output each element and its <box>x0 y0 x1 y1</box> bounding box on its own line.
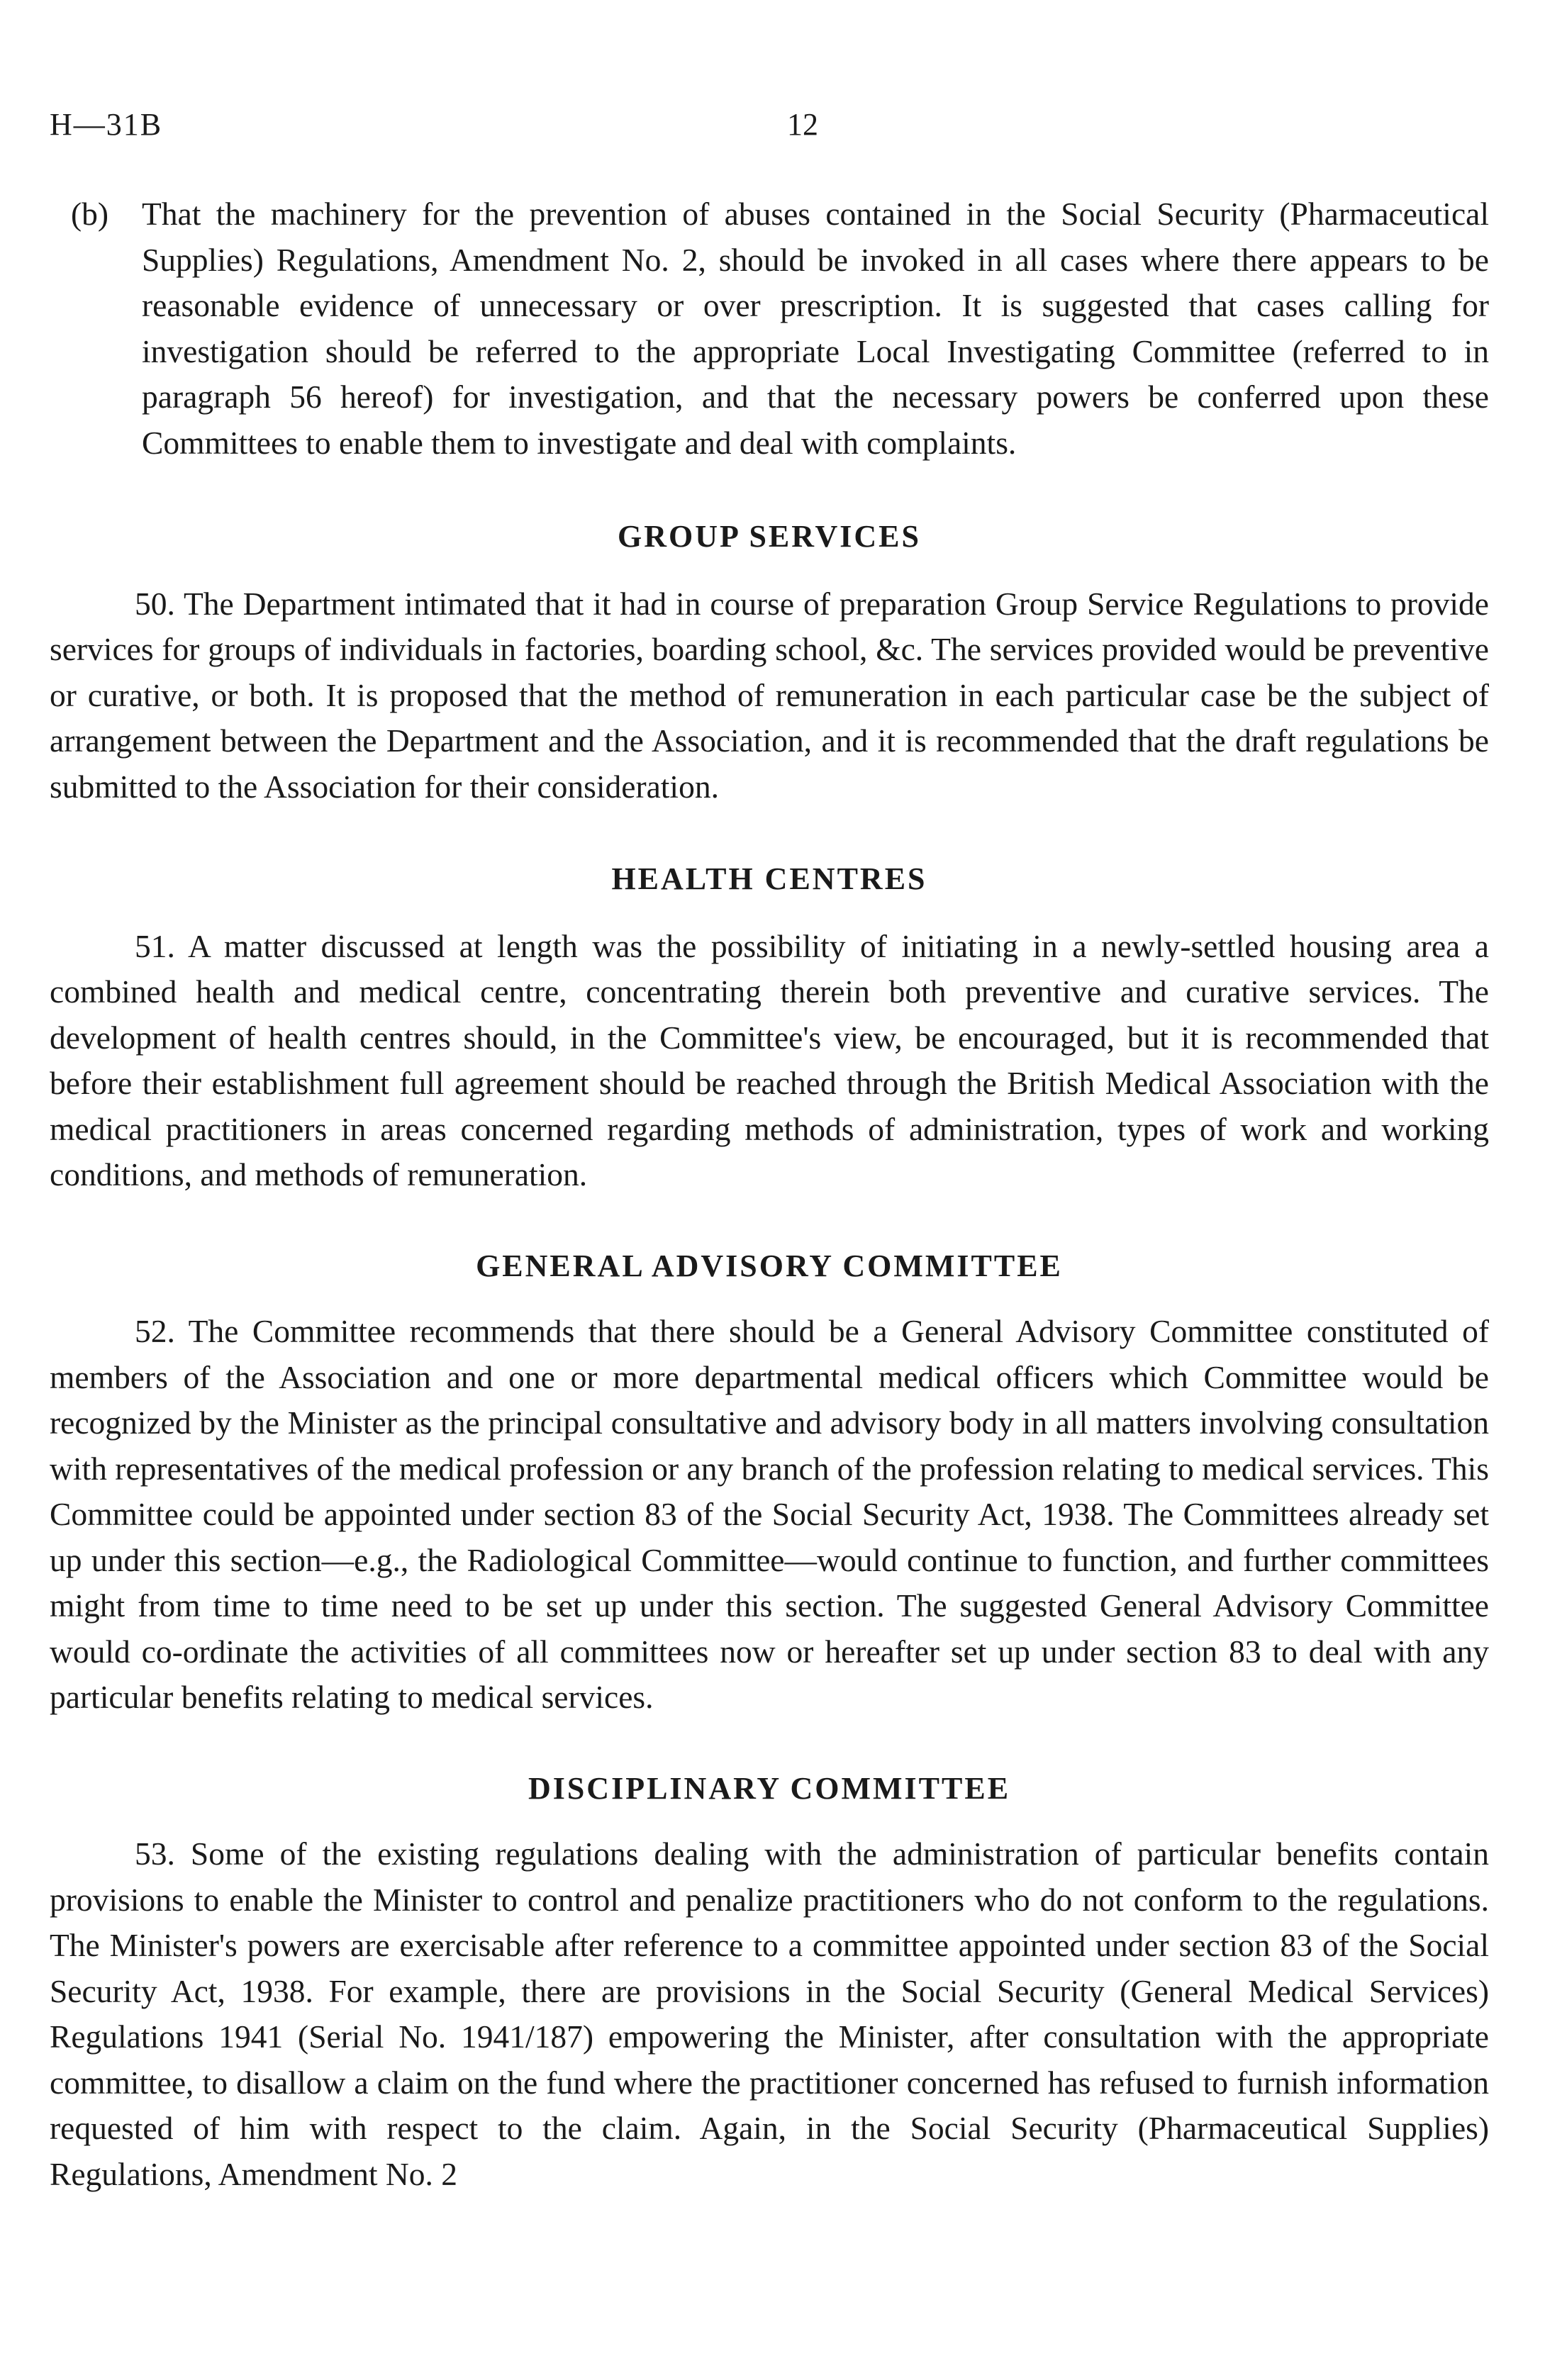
paragraph-text: Some of the existing regulations dealing with the administration of particular benefits contain provisions to enable the Minister to control and penalize practitioners who do not conform to the regulations. The Minister's powers are exercisable after reference to a committee appointed under section 83 of the Social Security Act, 1938. For example, there are provisions in the Social Security (General Medical Services) Regulations 1941 (Serial No. 1941/187) empowering the Minister, after consultation with the appropriate committee, to disallow a claim on the fund where the practitioner concerned has refused to furnish information requested of him with respect to the claim. Again, in the Social Security (Pharmaceutical Supplies) Regulations, Amendment No. 2 <box>50 1836 1490 2192</box>
section-heading-group-services: GROUP SERVICES <box>618 519 921 554</box>
paragraph-number: 50. <box>135 585 175 622</box>
page-number: 12 <box>787 107 818 142</box>
paragraph-number: 51. <box>135 927 175 964</box>
page-body <box>50 191 1489 2197</box>
paragraph-number: 53. <box>135 1836 175 1872</box>
paragraph-text: The Committee recommends that there should be a General Advisory Committee constituted of members of the Association and one or more departmental medical officers which Committee would be recognized by the Minister as the principal consultative and advisory body in all matters involving consultation with representatives of the medical profession or any branch of the profession relating to medical services. This Committee could be appointed under section 83 of the Social Security Act, 1938. The Committees already set up under this section—e.g., the Radiological Committee—would continue to function, and further committees might from time to time need to be set up under this section. The suggested General Advisory Committee would co-ordinate the activities of all committees now or hereafter set up under section 83 to deal with any particular benefits relating to medical services. <box>50 1313 1489 1715</box>
section-heading-general-advisory-committee: GENERAL ADVISORY COMMITTEE <box>476 1248 1063 1283</box>
paragraph-52 <box>50 1309 1489 1721</box>
section-heading-health-centres: HEALTH CENTRES <box>611 861 927 896</box>
section-heading-disciplinary-committee: DISCIPLINARY COMMITTEE <box>528 1770 1011 1806</box>
subparagraph-text: That the machinery for the prevention of abuses contained in the Social Security (Pharmaceutical Supplies) Regulations, Amendment No. 2, should be invoked in all cases where there appears to be reasonable evidence of unnecessary or over prescription. It is suggested that cases calling for investigation should be referred to the appropriate Local Investigating Committee (referred to in paragraph 56 hereof) for investigation, and that the necessary powers be conferred upon these Committees to enable them to investigate and deal with complaints. <box>142 196 1489 461</box>
paragraph-50 <box>50 581 1489 810</box>
subparagraph-label: (b) <box>71 196 109 232</box>
paragraph-51 <box>50 924 1489 1198</box>
paragraph-text: The Department intimated that it had in course of preparation Group Service Regulations to provide services for groups of individuals in factories, boarding school, &c. The services provided would be preventive or curative, or both. It is proposed that the method of remuneration in each particular case be the subject of arrangement between the Department and the Association, and it is recommended that the draft regulations be submitted to the Association for their consideration. <box>50 585 1489 805</box>
paragraph-number: 52. <box>135 1313 175 1349</box>
paragraph-text: A matter discussed at length was the possibility of initiating in a newly-settled housing area a combined health and medical centre, concentrating therein both preventive and curative services. The development of health centres should, in the Committee's view, be encouraged, but it is recommended that before their establishment full agreement should be reached through the British Medical Association with the medical practitioners in areas concerned regarding methods of administration, types of work and working conditions, and methods of remuneration. <box>50 927 1489 1192</box>
subparagraph-b <box>50 191 1489 466</box>
document-reference: H—31B <box>50 107 163 142</box>
paragraph-53 <box>50 1831 1489 2197</box>
page-header <box>50 106 1489 149</box>
